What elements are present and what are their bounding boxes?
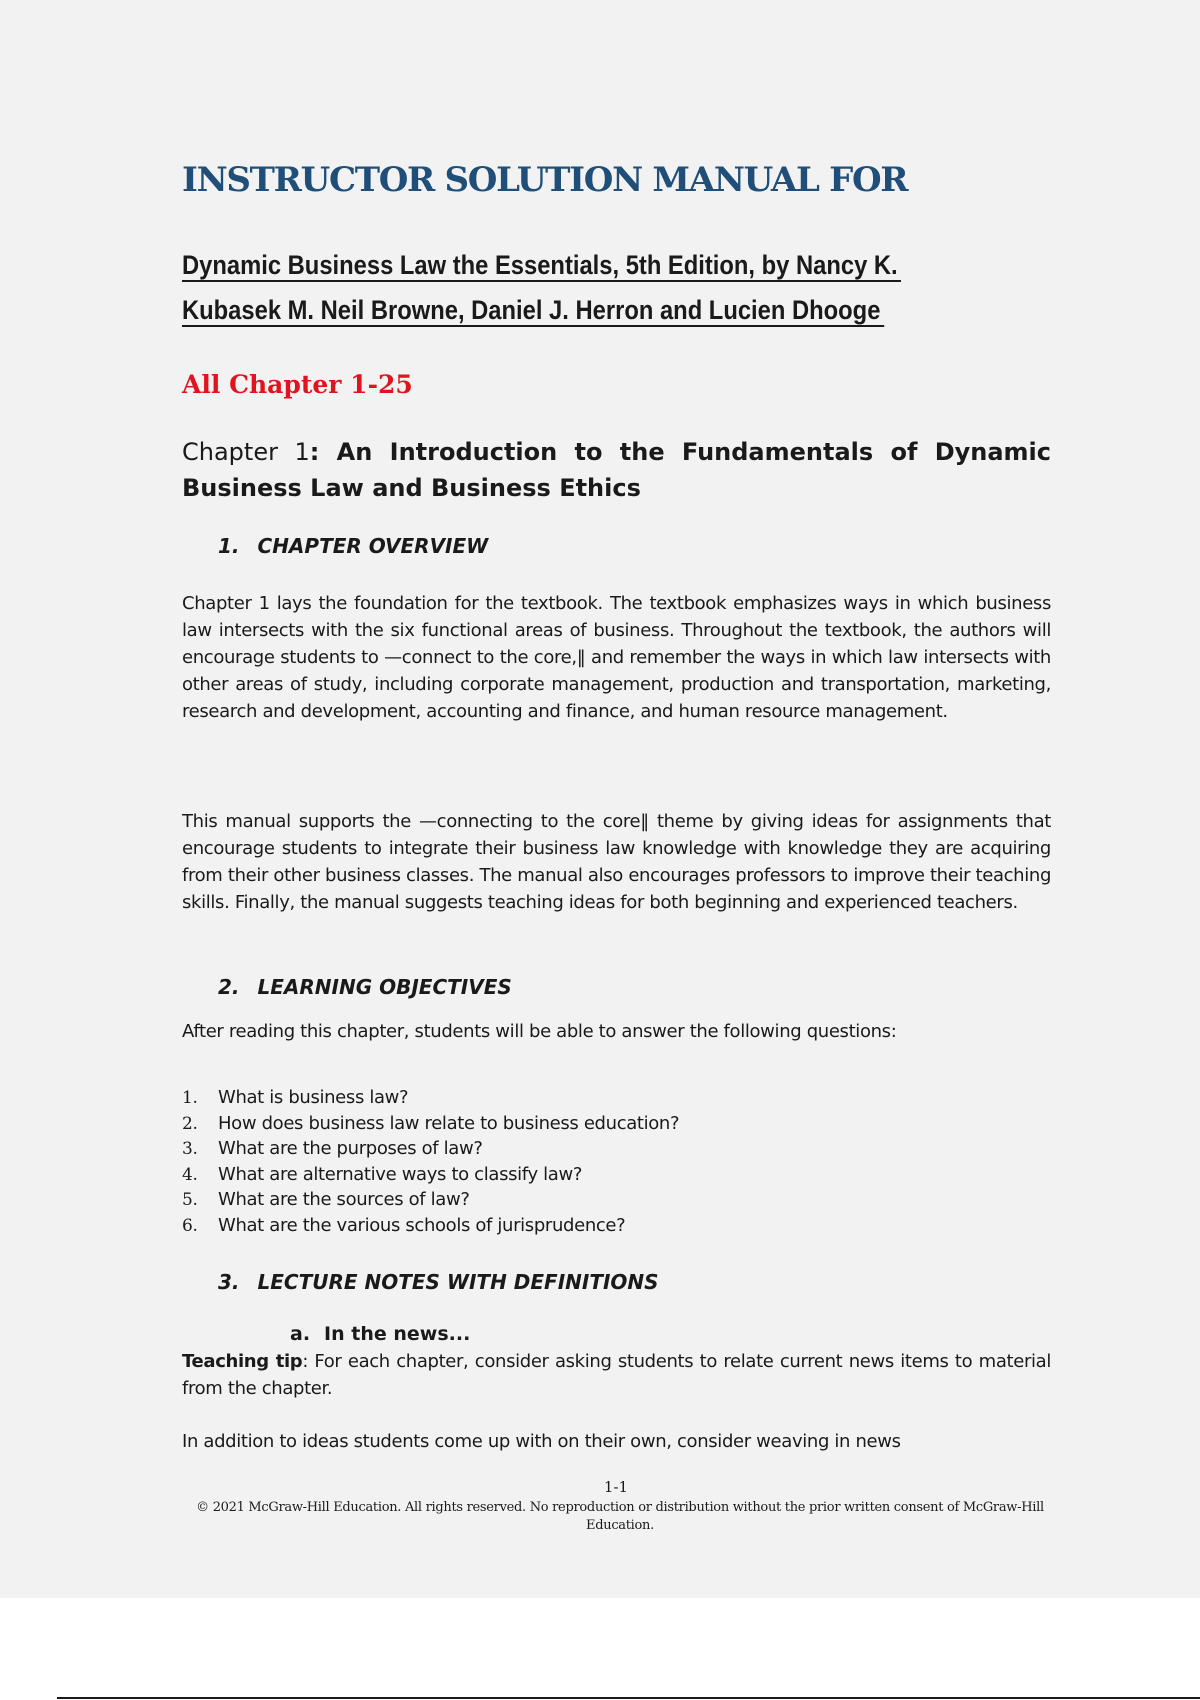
list-item xyxy=(182,1187,679,1213)
subsection-letter: a. xyxy=(290,1323,311,1345)
list-number: 1. xyxy=(182,1088,198,1108)
list-number: 6. xyxy=(182,1215,198,1236)
bottom-divider xyxy=(57,1697,1200,1699)
chapter-heading xyxy=(182,434,1051,506)
section-number: 1. xyxy=(218,534,240,558)
chapter-title: : An Introduction to the Fundamentals of Dynamic Business Law and Business Ethics xyxy=(182,438,1052,502)
section-number: 2. xyxy=(218,975,240,999)
list-number: 5. xyxy=(182,1190,198,1210)
book-title xyxy=(182,243,1062,333)
overview-paragraph: This manual supports the —connecting to the core‖ theme by giving ideas for assignments that encourage students to integrate their business law knowledge with knowledge they are acquiring from their other business classes. The manual also encourages professors to improve their teaching skills. Finally, the manual suggests teaching ideas for both beginning and experienced teachers. xyxy=(182,811,1052,913)
book-title-line-1: Dynamic Business Law the Essentials, 5th Edition, by Nancy K. xyxy=(182,250,901,282)
list-item xyxy=(182,1111,679,1137)
objectives-intro: After reading this chapter, students will be able to answer the following questions: xyxy=(182,1021,897,1042)
page-number: 1-1 xyxy=(603,1478,629,1496)
teaching-tip-label: Teaching tip xyxy=(182,1351,303,1372)
list-text: What are alternative ways to classify law? xyxy=(218,1163,583,1185)
list-text: What are the various schools of jurisprudence? xyxy=(218,1214,626,1236)
section-heading xyxy=(218,1270,659,1294)
list-text: What is business law? xyxy=(218,1087,409,1108)
chapter-prefix: Chapter 1 xyxy=(182,438,310,466)
subsection-title: In the news... xyxy=(324,1323,471,1345)
book-title-line-2: Kubasek M. Neil Browne, Daniel J. Herron and Lucien Dhooge xyxy=(182,295,884,327)
section-number: 3. xyxy=(218,1270,240,1294)
section-heading xyxy=(218,534,488,558)
closing-paragraph: In addition to ideas students come up with on their own, consider weaving in news xyxy=(182,1431,901,1452)
teaching-tip xyxy=(182,1348,1051,1402)
chapters-range: All Chapter 1-25 xyxy=(182,370,413,399)
section-heading xyxy=(218,975,512,999)
section-title: CHAPTER OVERVIEW xyxy=(257,534,489,558)
objectives-list xyxy=(182,1085,679,1238)
section-title: LECTURE NOTES WITH DEFINITIONS xyxy=(257,1270,659,1294)
list-text: What are the sources of law? xyxy=(218,1189,470,1210)
subsection-heading xyxy=(290,1323,470,1345)
list-number: 2. xyxy=(182,1113,198,1134)
list-number: 4. xyxy=(182,1164,198,1185)
list-item xyxy=(182,1213,679,1239)
teaching-tip-text: : For each chapter, consider asking students to relate current news items to material from the chapter. xyxy=(182,1351,1051,1399)
list-item xyxy=(182,1085,679,1111)
list-item xyxy=(182,1136,679,1162)
list-item xyxy=(182,1162,679,1188)
main-title: INSTRUCTOR SOLUTION MANUAL FOR xyxy=(182,160,908,200)
overview-paragraph: Chapter 1 lays the foundation for the textbook. The textbook emphasizes ways in which business law intersects with the six functional areas of business. Throughout the textbook, the authors will encourage students to —connect to the core,‖ and remember the ways in which law intersects with other areas of study, including corporate management, production and transportation, marketing, research and development, accounting and finance, and human resource management. xyxy=(182,593,1051,722)
copyright-notice: © 2021 McGraw-Hill Education. All rights reserved. No reproduction or distribution without the prior written consent of McGraw-Hill Education. xyxy=(196,1500,1044,1533)
list-text: How does business law relate to business education? xyxy=(218,1112,680,1134)
list-number: 3. xyxy=(182,1139,198,1159)
list-text: What are the purposes of law? xyxy=(218,1138,483,1159)
section-title: LEARNING OBJECTIVES xyxy=(257,975,512,999)
